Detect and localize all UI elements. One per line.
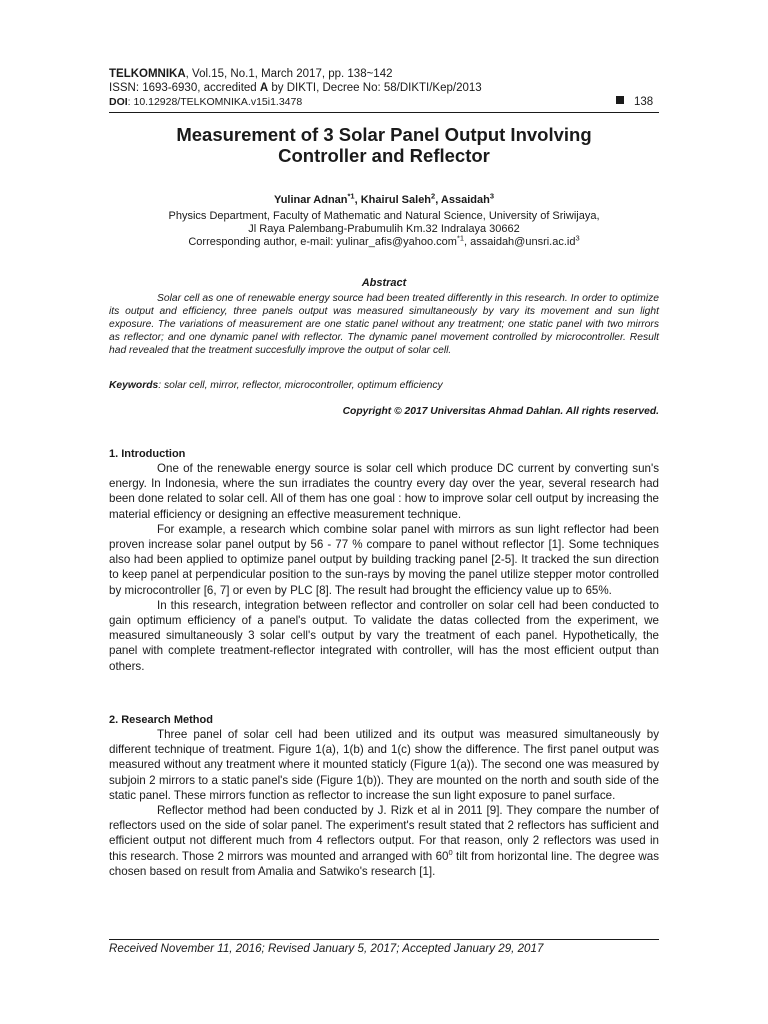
section-heading-research-method: 2. Research Method [109, 714, 213, 726]
paragraph-text: Reflector method had been conducted by J. Rizk et al in 2011 [9]. They compare the number of reflectors used on the side of solar panel. The experiment's result stated that 2 reflectors has sufficient and efficient output not different much from 4 reflectors output. For that reason, only 2 reflectors was used in this research. Those 2 mirrors was mounted and arranged with 60 [109, 804, 659, 863]
author-separator: , [435, 194, 441, 206]
citation-details: , Vol.15, No.1, March 2017, pp. 138~142 [185, 68, 393, 80]
paragraph: One of the renewable energy source is solar cell which produce DC current by converting sun's energy. In Indonesia, where the sun irradiates the country every day over the year, several research had been done related to solar cell. All of them has one goal : how to improve solar cell output by increasing the material efficiency or designing an effective measurement technique. [109, 462, 659, 521]
square-bullet-icon [616, 96, 624, 104]
page-number-value: 138 [634, 96, 654, 108]
research-method-body [109, 727, 659, 879]
paragraph: In this research, integration between reflector and controller on solar cell had been conducted to gain optimum efficiency of a panel's output. To validate the datas collected from the experiment, we measured simultaneously 3 solar cell's output by vary the treatment of each panel. Hypothetically, the panel with complete treatment-reflector integrated with controller, will has the most efficient output than others. [109, 598, 659, 673]
author-separator: , [354, 194, 361, 206]
doi-value[interactable]: : 10.12928/TELKOMNIKA.v15i1.3478 [127, 96, 303, 108]
title-line-1: Measurement of 3 Solar Panel Output Involving [176, 124, 592, 145]
accreditation-grade: A [259, 82, 269, 94]
degree-sup: 0 [448, 847, 453, 857]
author-sup: 3 [489, 191, 495, 201]
page-number [616, 96, 653, 108]
corresponding-author [109, 233, 659, 250]
keywords [109, 380, 659, 391]
header-divider [109, 112, 659, 113]
paper-title [109, 124, 659, 166]
corresponding-email[interactable]: Corresponding author, e-mail: yulinar_afis@yahoo.com [188, 236, 457, 248]
author-name: Assaidah [440, 194, 490, 206]
author-name: Khairul Saleh [360, 194, 432, 206]
journal-name: TELKOMNIKA [109, 68, 186, 80]
footer-divider [109, 939, 659, 940]
affiliation-address: Jl Raya Palembang-Prabumulih Km.32 Indralaya 30662 [248, 223, 520, 235]
affiliation-line: Physics Department, Faculty of Mathematic and Natural Science, University of Sriwijaya, [168, 210, 600, 222]
title-line-2: Controller and Reflector [278, 145, 490, 166]
issn-line [109, 82, 482, 95]
second-email[interactable]: , assaidah@unsri.ac.id [464, 236, 576, 248]
email-sup: *1 [456, 233, 465, 243]
received-dates: Received November 11, 2016; Revised January 5, 2017; Accepted January 29, 2017 [109, 942, 544, 955]
copyright-notice: Copyright © 2017 Universitas Ahmad Dahlan. All rights reserved. [342, 406, 659, 417]
abstract-text: Solar cell as one of renewable energy source had been treated differently in this research. In order to optimize its output and efficiency, three panels output was measured simultaneously by vary its movement and sun light exposure. The variations of measurement are one static panel without any treatment; one static panel with two mirrors as reflector; and one dynamic panel with reflector. The dynamic panel movement controlled by microcontroller. Result had revealed that the treatment succesfully improve the output of solar cell. [109, 293, 659, 356]
email-sup: 3 [575, 233, 580, 243]
keywords-value: : solar cell, mirror, reflector, microcontroller, optimum efficiency [158, 380, 443, 391]
author-sup: *1 [347, 191, 355, 201]
keywords-label: Keywords [109, 380, 159, 391]
author-list [109, 191, 659, 208]
journal-citation [109, 68, 393, 81]
paragraph [109, 803, 659, 879]
doi-line[interactable] [109, 96, 302, 109]
author-name: Yulinar Adnan [273, 194, 348, 206]
paragraph: Three panel of solar cell had been utilized and its output was measured simultaneously by different technique of treatment. Figure 1(a), 1(b) and 1(c) show the difference. The first panel output was measured without any treatment where it mounted staticly (Figure 1(a)). The second one was measured by subjoin 2 mirrors to a static panel's side (Figure 1(b)). They are mounted on the north and south side of the static panel. These mirrors function as reflector to increase the sun light exposure to panel surface. [109, 728, 659, 802]
section-heading-introduction: 1. Introduction [109, 448, 186, 460]
paragraph-text: tilt from horizontal line. The degree was chosen based on result from Amalia and Satwiko's research [1]. [109, 849, 659, 878]
paragraph: For example, a research which combine solar panel with mirrors as sun light reflector had been proven increase solar panel output by 56 - 77 % compare to panel without reflector [1]. Some techniques also had been applied to optimize panel output by building tracking panel [2-5]. It tracked the sun direction to keep panel at perpendicular position to the sun-rays by moving the panel utilize stepper motor controlled by microcontroller [6, 7] or even by PLC [8]. The result had brought the efficiency value up to 65%. [109, 522, 659, 597]
author-sup: 2 [431, 191, 436, 201]
abstract-heading: Abstract [361, 277, 407, 289]
issn-prefix: ISSN: 1693-6930, accredited [109, 82, 260, 94]
introduction-body [109, 461, 659, 674]
issn-suffix: by DIKTI, Decree No: 58/DIKTI/Kep/2013 [268, 82, 482, 94]
doi-label: DOI [109, 96, 128, 108]
